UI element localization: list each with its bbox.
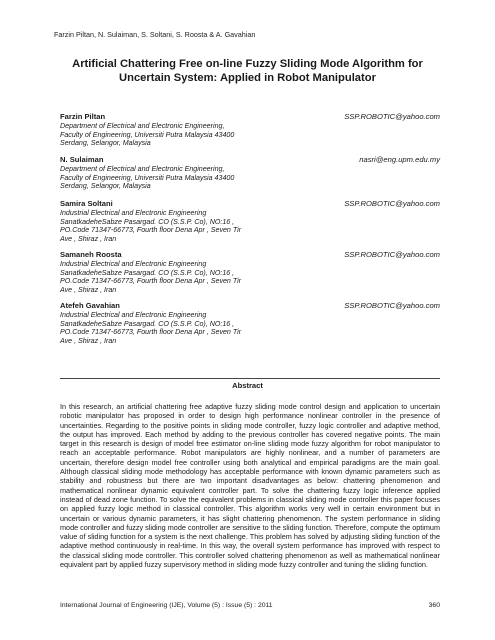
author-block-piltan bbox=[60, 112, 440, 148]
author-name: Samaneh Roosta bbox=[60, 250, 122, 259]
author-affiliation bbox=[60, 311, 265, 345]
affiliation-line: PO.Code 71347-66773, Fourth floor Dena Apr , Seven Tir bbox=[60, 277, 242, 286]
affiliation-line: Industrial Electrical and Electronic Engineering bbox=[60, 260, 207, 268]
author-affiliation bbox=[60, 209, 265, 243]
affiliation-line: SanatkadeheSabze Pasargad. CO (S.S.P. Co), NO:16 , bbox=[60, 319, 235, 328]
affiliation-line: Serdang, Selangor, Malaysia bbox=[60, 182, 151, 191]
affiliation-line: Faculty of Engineering, Universiti Putra Malaysia 43400 bbox=[60, 130, 235, 139]
affiliation-line: SanatkadeheSabze Pasargad. CO (S.S.P. Co), NO:16 , bbox=[60, 217, 235, 226]
author-block-gavahian bbox=[60, 301, 440, 345]
author-email[interactable]: SSP.ROBOTIC@yahoo.com bbox=[344, 199, 440, 208]
journal-citation: International Journal of Engineering (IJE), Volume (5) : Issue (5) : 2011 bbox=[60, 602, 273, 609]
author-name: N. Sulaiman bbox=[60, 155, 104, 164]
affiliation-line: PO.Code 71347-66773, Fourth floor Dena Apr , Seven Tir bbox=[60, 226, 242, 235]
author-affiliation bbox=[60, 122, 265, 148]
section-divider bbox=[60, 378, 440, 379]
paper-title bbox=[40, 57, 455, 85]
author-email[interactable]: SSP.ROBOTIC@yahoo.com bbox=[344, 250, 440, 259]
author-email[interactable]: SSP.ROBOTIC@yahoo.com bbox=[344, 112, 440, 121]
author-email[interactable]: nasri@eng.upm.edu.my bbox=[359, 155, 440, 164]
affiliation-line: Ave , Shiraz , Iran bbox=[60, 336, 117, 345]
author-affiliation bbox=[60, 165, 265, 191]
affiliation-line: Department of Electrical and Electronic Engineering, bbox=[60, 122, 225, 130]
title-line-1: Artificial Chattering Free on-line Fuzzy Sliding Mode Algorithm for bbox=[72, 58, 423, 70]
affiliation-line: Ave , Shiraz , Iran bbox=[60, 234, 117, 243]
author-block-soltani bbox=[60, 199, 440, 243]
affiliation-line: Department of Electrical and Electronic Engineering, bbox=[60, 165, 225, 173]
page-number: 360 bbox=[428, 602, 440, 609]
affiliation-line: Serdang, Selangor, Malaysia bbox=[60, 139, 151, 148]
title-line-2: Uncertain System: Applied in Robot Manipulator bbox=[119, 72, 376, 84]
affiliation-line: Ave , Shiraz , Iran bbox=[60, 285, 117, 294]
abstract-heading: Abstract bbox=[232, 381, 263, 390]
affiliation-line: PO.Code 71347-66773, Fourth floor Dena Apr , Seven Tir bbox=[60, 328, 242, 337]
running-head: Farzin Piltan, N. Sulaiman, S. Soltani, S. Roosta & A. Gavahian bbox=[54, 30, 256, 39]
affiliation-line: SanatkadeheSabze Pasargad. CO (S.S.P. Co), NO:16 , bbox=[60, 268, 235, 277]
abstract-body: In this research, an artificial chattering free adaptive fuzzy sliding mode control design and application to uncertain robotic manipulator has proposed in order to design high performance nonlinear controller in the presence of uncertainties. Regarding to the positive points in sliding mode controller, fuzzy logic controller and adaptive method, the output has improved. Each method by adding to the previous controller has covered negative points. The main target in this research is design of model free estimator on-line sliding mode fuzzy algorithm for robot manipulator to reach an acceptable performance. Robot manipulators are highly nonlinear, and a number of parameters are uncertain, therefore design model free controller using both analytical and empirical paradigms are the main goal. Although classical sliding mode methodology has acceptable performance with known dynamic parameters such as stability and robustness but there are two important disadvantages as below: chattering phenomenon and mathematical nonlinear dynamic equivalent controller part. To solve the chattering fuzzy logic inference applied instead of dead zone function. To solve the equivalent problems in classical sliding mode controller this paper focuses on applied fuzzy logic method in classical controller. This algorithm works very well in certain environment but in uncertain or various dynamic parameters, it has slight chattering phenomenon. The system performance in sliding mode controller and fuzzy sliding mode controller are sensitive to the sliding function. Therefore, compute the optimum value of sliding function for a system is the next challenge. This problem has solved by adjusting sliding function of the adaptive method continuously in real-time. In this way, the overall system performance has improved with respect to the classical sliding mode controller. This controller solved chattering phenomenon as well as mathematical nonlinear equivalent part by applied fuzzy supervisory method in sliding mode fuzzy controller and tuning the sliding function. bbox=[60, 402, 440, 570]
author-name: Samira Soltani bbox=[60, 199, 113, 208]
affiliation-line: Industrial Electrical and Electronic Engineering bbox=[60, 209, 207, 217]
affiliation-line: Faculty of Engineering, Universiti Putra Malaysia 43400 bbox=[60, 173, 235, 182]
author-block-roosta bbox=[60, 250, 440, 294]
author-affiliation bbox=[60, 260, 265, 294]
author-email[interactable]: SSP.ROBOTIC@yahoo.com bbox=[344, 301, 440, 310]
author-name: Atefeh Gavahian bbox=[60, 301, 120, 310]
author-block-sulaiman bbox=[60, 155, 440, 191]
author-name: Farzin Piltan bbox=[60, 112, 106, 121]
affiliation-line: Industrial Electrical and Electronic Engineering bbox=[60, 311, 207, 319]
